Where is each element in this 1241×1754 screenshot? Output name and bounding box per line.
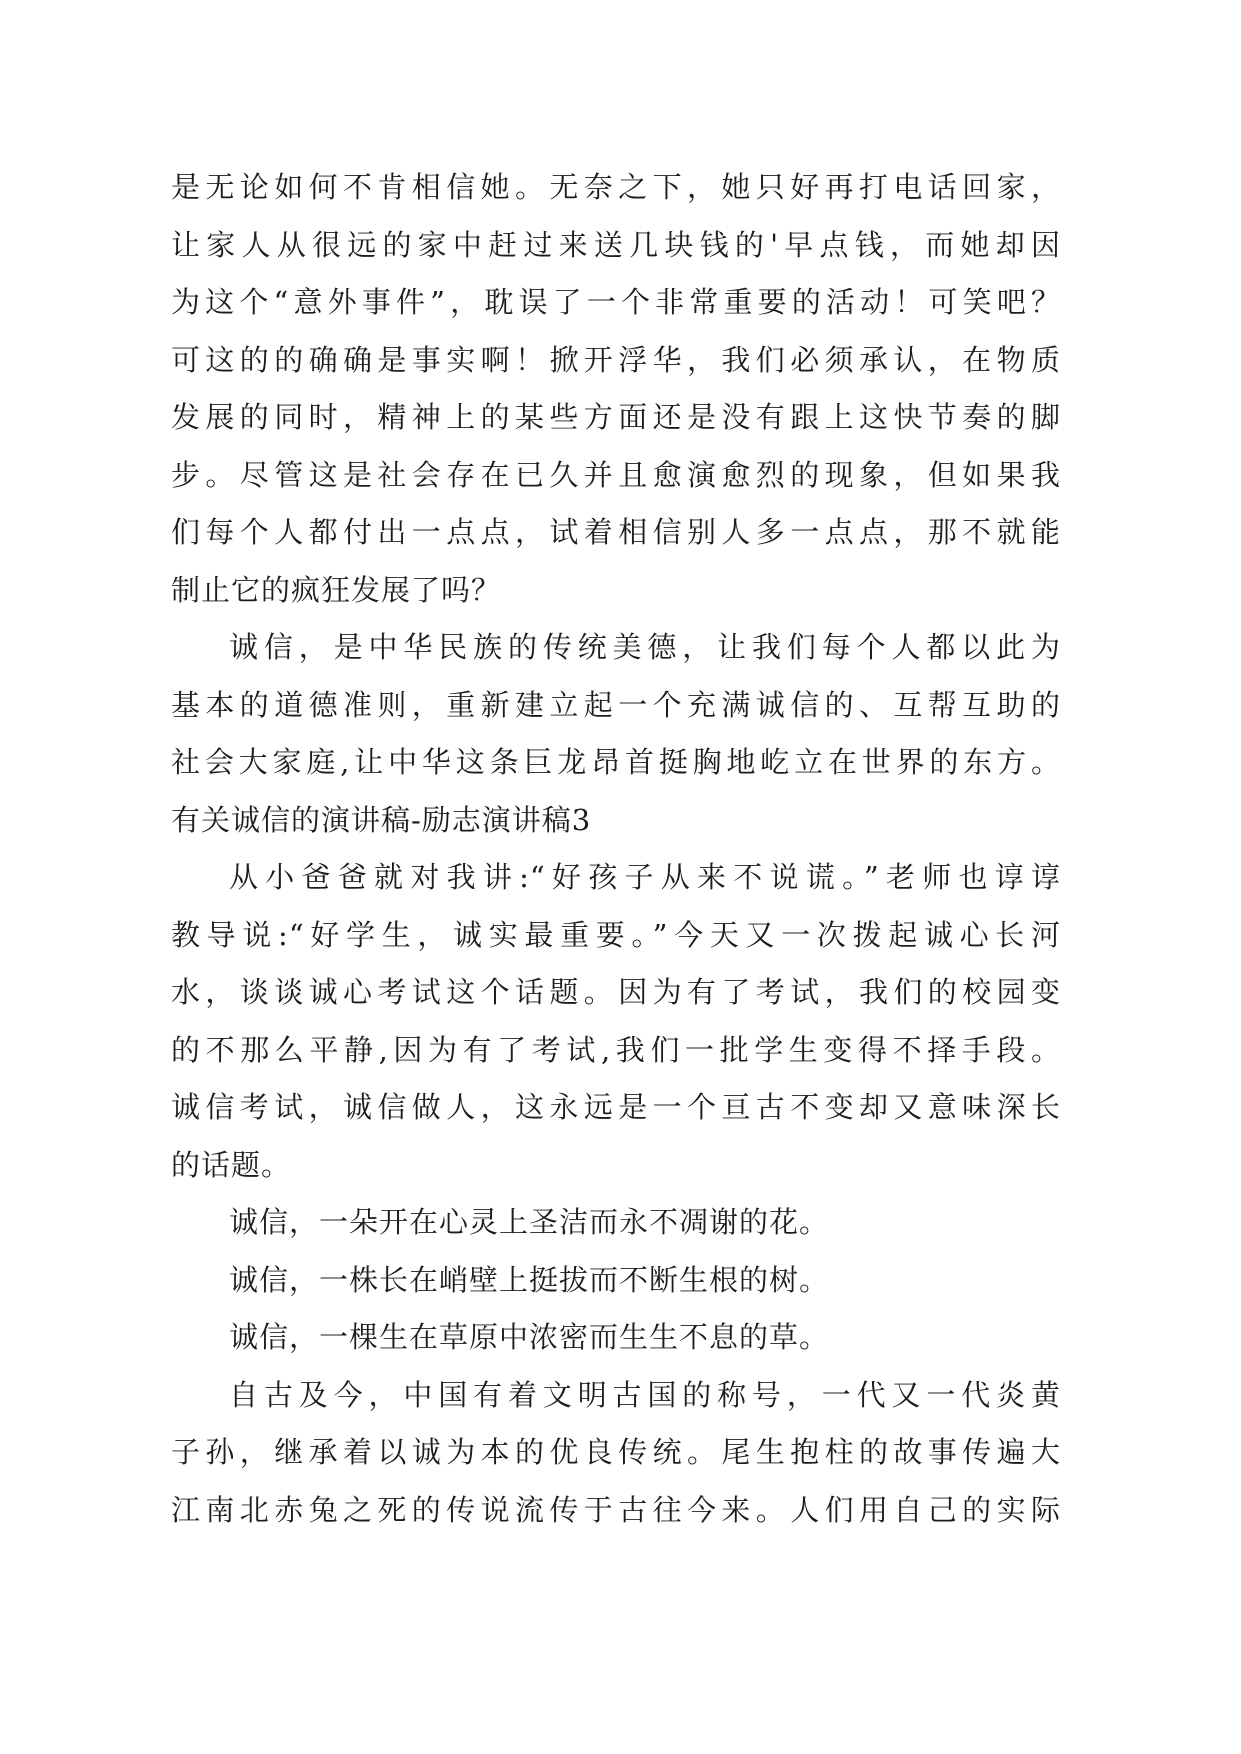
paragraph bbox=[171, 1252, 1061, 1310]
text-line: 从小爸爸就对我讲:“好孩子从来不说谎。”老师也谆谆 bbox=[229, 860, 1061, 894]
text-line: 基本的道德准则，重新建立起一个充满诚信的、互帮互助的 bbox=[171, 687, 1061, 722]
text-line: 教导说:“好学生，诚实最重要。”今天又一次拨起诚心长河 bbox=[171, 917, 1061, 952]
document-body bbox=[171, 159, 1061, 1539]
text-line: 步。尽管这是社会存在已久并且愈演愈烈的现象，但如果我 bbox=[171, 457, 1061, 492]
text-line: 水，谈谈诚心考试这个话题。因为有了考试，我们的校园变 bbox=[171, 975, 1061, 1009]
paragraph bbox=[171, 159, 1061, 619]
text-line: 为这个“意外事件”，耽误了一个非常重要的活动！可笑吧？ bbox=[171, 285, 1061, 319]
text-line: 社会大家庭,让中华这条巨龙昂首挺胸地屹立在世界的东方。 bbox=[171, 745, 1061, 779]
text-line: 江南北赤兔之死的传说流传于古往今来。人们用自己的实际 bbox=[171, 1492, 1061, 1527]
text-line: 让家人从很远的家中赶过来送几块钱的'早点钱，而她却因 bbox=[171, 227, 1061, 262]
paragraph bbox=[171, 619, 1061, 792]
text-line: 是无论如何不肯相信她。无奈之下，她只好再打电话回家， bbox=[171, 170, 1061, 204]
paragraph bbox=[171, 1194, 1061, 1252]
text-line: 自古及今，中国有着文明古国的称号，一代又一代炎黄 bbox=[229, 1377, 1061, 1412]
paragraph bbox=[171, 849, 1061, 1194]
text-line: 诚信，一朵开在心灵上圣洁而永不凋谢的花。 bbox=[229, 1205, 830, 1239]
text-line: 制止它的疯狂发展了吗？ bbox=[171, 572, 502, 607]
text-line: 子孙，继承着以诚为本的优良传统。尾生抱柱的故事传遍大 bbox=[171, 1435, 1061, 1469]
section-heading: 有关诚信的演讲稿-励志演讲稿3 bbox=[171, 802, 592, 837]
text-line: 诚信，是中华民族的传统美德，让我们每个人都以此为 bbox=[229, 630, 1061, 664]
paragraph bbox=[171, 1367, 1061, 1540]
text-line: 的不那么平静,因为有了考试,我们一批学生变得不择手段。 bbox=[171, 1032, 1061, 1067]
text-line: 可这的的确确是事实啊！掀开浮华，我们必须承认，在物质 bbox=[171, 342, 1061, 377]
paragraph bbox=[171, 1309, 1061, 1367]
text-line: 诚信考试，诚信做人，这永远是一个亘古不变却又意味深长 bbox=[171, 1090, 1061, 1124]
text-line: 们每个人都付出一点点，试着相信别人多一点点，那不就能 bbox=[171, 515, 1061, 549]
text-line: 诚信，一棵生在草原中浓密而生生不息的草。 bbox=[229, 1320, 830, 1354]
text-line: 发展的同时，精神上的某些方面还是没有跟上这快节奏的脚 bbox=[171, 400, 1061, 434]
text-line: 诚信，一株长在峭壁上挺拔而不断生根的树。 bbox=[229, 1262, 830, 1297]
text-line: 的话题。 bbox=[171, 1147, 292, 1182]
